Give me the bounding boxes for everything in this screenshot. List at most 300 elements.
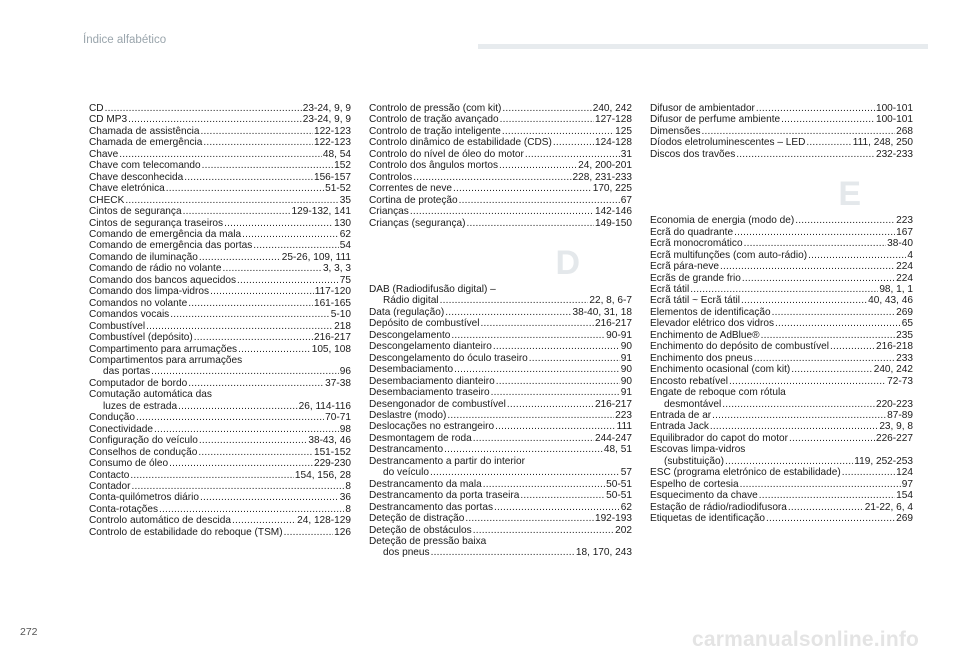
index-entry (369, 513, 632, 524)
index-pages: 3, 3, 3 (322, 263, 351, 275)
dot-leader (169, 458, 313, 469)
index-entry (89, 481, 351, 492)
index-term: Difusor de perfume ambiente (650, 114, 781, 126)
dot-leader (806, 137, 851, 148)
index-pages: 62 (339, 228, 351, 240)
index-entry (89, 183, 351, 194)
index-term: Espelho de cortesia (650, 478, 739, 490)
index-pages: 50-51 (606, 490, 632, 502)
index-entry (650, 126, 913, 137)
index-entry (650, 215, 913, 226)
index-entry (89, 309, 351, 320)
index-entry (89, 447, 351, 458)
index-term: Desmontagem de roda (369, 432, 472, 444)
index-pages: 38-43, 46 (308, 435, 351, 447)
index-pages: 223 (615, 409, 632, 421)
index-pages: 90 (620, 375, 632, 387)
index-entry (89, 515, 351, 526)
index-entry (650, 137, 913, 148)
dot-leader (459, 195, 620, 206)
index-entry (89, 424, 351, 435)
index-entry (369, 353, 632, 364)
index-entry (89, 401, 351, 412)
dot-leader (151, 366, 339, 377)
index-term: Comando de emergência da mala (89, 228, 242, 240)
index-term: Crianças (segurança) (369, 217, 466, 229)
dot-leader (754, 353, 895, 364)
index-term: Elementos de identificação (650, 306, 771, 318)
dot-leader (481, 318, 594, 329)
index-term: Estação de rádio/radiodifusora (650, 501, 787, 513)
index-pages: 23, 9, 8 (879, 421, 913, 433)
index-entry (369, 195, 632, 206)
index-entry (89, 103, 351, 114)
index-entry (369, 525, 632, 536)
index-term: Chave com telecomando (89, 160, 201, 172)
index-entry (369, 183, 632, 194)
dot-leader (194, 332, 313, 343)
index-term: Enchimento de AdBlue® (650, 329, 760, 341)
index-pages: 111 (616, 421, 632, 433)
index-entry (369, 364, 632, 375)
index-term: CD (89, 103, 104, 114)
index-term: Comando de iluminação (89, 251, 198, 263)
index-term: Discos dos travões (650, 148, 736, 160)
index-term: Economia de energia (modo de) (650, 215, 795, 227)
index-entry (650, 479, 913, 490)
index-pages: 111, 248, 250 (852, 137, 913, 149)
index-entry (650, 114, 913, 125)
dot-leader (200, 492, 339, 503)
index-entry (89, 412, 351, 423)
watermark: carmanualsonline.info (692, 628, 920, 651)
index-term: Deteção de distração (369, 513, 465, 525)
index-entry (369, 399, 632, 410)
index-pages: 67 (620, 194, 632, 206)
index-entry (369, 341, 632, 352)
dot-leader (232, 515, 296, 526)
index-term: Destrancamento da porta traseira (369, 490, 520, 502)
index-entry (369, 318, 632, 329)
section-gap (650, 160, 913, 175)
index-entry (650, 330, 913, 341)
dot-leader (136, 412, 324, 423)
index-entry (89, 137, 351, 148)
index-term: Cintos de segurança (89, 206, 182, 218)
page-header-title: Índice alfabético (83, 34, 167, 46)
index-term: Conta-quilómetros diário (89, 492, 199, 504)
index-entry (89, 252, 351, 263)
index-pages: 240, 242 (873, 364, 913, 376)
index-pages: 23-24, 9, 9 (302, 114, 351, 126)
dot-leader (431, 547, 575, 558)
index-pages: 220-223 (875, 398, 913, 410)
index-pages: 57 (620, 467, 632, 479)
index-pages: 62 (620, 501, 632, 513)
index-term: ESC (programa eletrónico de estabilidade) (650, 467, 841, 479)
index-term: Desembaciamento (369, 364, 454, 376)
index-pages: 229-230 (313, 458, 351, 470)
index-term: Deteção de obstáculos (369, 524, 472, 536)
index-entry (650, 502, 913, 513)
dot-leader (413, 172, 571, 183)
index-pages: 54 (339, 240, 351, 252)
index-term: luzes de estrada (103, 400, 178, 412)
index-pages: 75 (339, 274, 351, 286)
index-entry (89, 206, 351, 217)
index-pages: 48, 54 (322, 148, 351, 160)
section-gap (369, 229, 632, 244)
index-pages: 244-247 (594, 432, 632, 444)
index-entry (89, 298, 351, 309)
index-pages: 235 (896, 329, 913, 341)
dot-leader (830, 341, 875, 352)
dot-leader (242, 229, 339, 240)
index-entry (369, 206, 632, 217)
index-pages: 87-89 (887, 409, 913, 421)
index-entry (369, 479, 632, 490)
index-entry (650, 421, 913, 432)
dot-leader (761, 330, 896, 341)
index-term: Chave desconhecida (89, 171, 184, 183)
dot-leader (702, 126, 896, 137)
index-term: Controlo de tração avançado (369, 114, 499, 126)
dot-leader (465, 513, 594, 524)
index-pages: 22, 8, 6-7 (589, 295, 632, 307)
index-term: Ecrã tátil ~ Ecrã tátil (650, 295, 741, 307)
dot-leader (178, 401, 298, 412)
index-pages: 233 (896, 352, 913, 364)
dot-leader (473, 433, 594, 444)
index-pages: 38-40, 31, 18 (572, 306, 632, 318)
index-entry (89, 263, 351, 274)
index-entry (89, 344, 351, 355)
dot-leader (410, 206, 594, 217)
index-pages: 216-217 (313, 332, 351, 344)
index-pages: 18, 170, 243 (575, 547, 632, 559)
index-term: Díodos eletroluminescentes – LED (650, 137, 806, 149)
dot-leader (130, 470, 293, 481)
index-term: Conta-rotações (89, 503, 159, 515)
index-entry (650, 410, 913, 421)
index-term: Chave eletrónica (89, 183, 165, 195)
index-entry (369, 172, 632, 183)
index-entry (369, 376, 632, 387)
index-term: Ecrã pára-neve (650, 261, 720, 273)
index-entry-heading: Destrancamento a partir do interior (369, 455, 525, 467)
dot-leader (451, 330, 605, 341)
index-pages: 269 (896, 513, 913, 525)
index-entry (89, 286, 351, 297)
index-column-2 (369, 103, 632, 559)
index-pages: 37-38 (325, 377, 351, 389)
index-term: Controlo automático de descida (89, 515, 231, 527)
dot-leader (756, 103, 875, 114)
index-column-3 (650, 103, 913, 525)
index-pages: 156-157 (313, 171, 351, 183)
index-entry-heading: Deteção de pressão baixa (369, 535, 487, 547)
index-entry (369, 490, 632, 501)
index-pages: 223 (896, 215, 913, 227)
dot-leader (154, 424, 339, 435)
index-entry (369, 502, 632, 513)
index-entry (89, 114, 351, 125)
index-pages: 4 (907, 249, 913, 261)
index-term: Ecrãs de grande frio (650, 272, 741, 284)
dot-leader (529, 353, 620, 364)
index-term: Compartimento para arrumações (89, 343, 238, 355)
index-entry (650, 227, 913, 238)
index-pages: 119, 252-253 (854, 455, 913, 467)
index-term: Enchimento ocasional (com kit) (650, 364, 791, 376)
index-term: Chamada de emergência (89, 137, 203, 149)
index-term: Esquecimento da chave (650, 490, 758, 502)
index-entry (650, 318, 913, 329)
index-term: Controlo de tração inteligente (369, 125, 501, 137)
index-term: dos pneus (383, 547, 430, 559)
index-term: Controlos (369, 171, 413, 183)
index-term: Descongelamento dianteiro (369, 341, 492, 353)
index-entry (369, 307, 632, 318)
index-pages: 96 (339, 366, 351, 378)
index-entry (650, 467, 913, 478)
dot-leader (553, 137, 594, 148)
index-term: Condução (89, 412, 136, 424)
index-term: Desengonador de combustível (369, 398, 506, 410)
index-entry (369, 421, 632, 432)
index-term: Ecrã monocromático (650, 238, 743, 250)
index-term: Controlo do nível de óleo do motor (369, 148, 524, 160)
index-pages: 224 (896, 272, 913, 284)
index-term: Desembaciamento traseiro (369, 387, 490, 399)
index-entry (650, 433, 913, 444)
index-term: Entrada Jack (650, 421, 709, 433)
index-entry (650, 399, 913, 410)
index-term: Comandos no volante (89, 297, 188, 309)
index-entry (650, 250, 913, 261)
index-term: Conselhos de condução (89, 446, 198, 458)
index-term: Controlo de pressão (com kit) (369, 103, 502, 114)
index-entry (650, 490, 913, 501)
index-entry (650, 307, 913, 318)
dot-leader (203, 137, 313, 148)
index-entry (650, 376, 913, 387)
index-entry (89, 275, 351, 286)
dot-leader (491, 387, 620, 398)
index-entry (89, 195, 351, 206)
dot-leader (734, 227, 895, 238)
index-pages: 98, 1, 1 (879, 283, 913, 295)
index-pages: 38-40 (887, 238, 913, 250)
index-pages: 50-51 (606, 478, 632, 490)
index-pages: 91 (620, 387, 632, 399)
index-pages: 149-150 (594, 217, 632, 229)
index-entry (650, 273, 913, 284)
section-letter: D (555, 243, 580, 282)
index-pages: 40, 43, 46 (868, 295, 913, 307)
index-pages: 192-193 (594, 513, 632, 525)
dot-leader (132, 481, 345, 492)
index-entry (89, 218, 351, 229)
dot-leader (720, 261, 895, 272)
index-term: Controlo de estabilidade do reboque (TSM) (89, 526, 283, 538)
index-pages: 90-91 (606, 329, 632, 341)
index-pages: 35 (339, 194, 351, 206)
index-pages: 124 (896, 467, 913, 479)
dot-leader (842, 467, 895, 478)
index-term: Comandos vocais (89, 309, 170, 321)
index-entry (89, 149, 351, 160)
index-entry (89, 366, 351, 377)
dot-leader (729, 376, 886, 387)
index-term: Configuração do veículo (89, 435, 198, 447)
index-pages: 70-71 (325, 412, 351, 424)
index-pages: 90 (620, 364, 632, 376)
index-term: Comando dos bancos aquecidos (89, 274, 237, 286)
index-term: das portas (103, 366, 151, 378)
dot-leader (170, 309, 330, 320)
dot-leader (237, 275, 339, 286)
index-entry (369, 126, 632, 137)
index-entry (650, 513, 913, 524)
index-column-1 (89, 103, 351, 538)
index-pages: 90 (620, 341, 632, 353)
index-entry (369, 467, 632, 478)
dot-leader (199, 252, 281, 263)
index-entry (650, 103, 913, 114)
index-entry (650, 341, 913, 352)
index-term: Descongelamento do óculo traseiro (369, 352, 528, 364)
index-entry (369, 410, 632, 421)
index-pages: 226-227 (875, 432, 913, 444)
index-term: Comando de emergência das portas (89, 240, 253, 252)
index-entry (89, 504, 351, 515)
index-term: Equilibrador do capot do motor (650, 432, 789, 444)
index-term: CD MP3 (89, 114, 128, 126)
index-pages: 154, 156, 28 (294, 469, 351, 481)
index-entry (369, 547, 632, 558)
index-pages: 124-128 (594, 137, 632, 149)
index-pages: 100-101 (875, 103, 913, 114)
dot-leader (188, 298, 313, 309)
dot-leader (166, 183, 324, 194)
dot-leader (224, 218, 333, 229)
index-entry (650, 238, 913, 249)
index-entry (89, 126, 351, 137)
header-rule (478, 44, 928, 49)
dot-leader (188, 378, 324, 389)
index-pages: 8 (345, 480, 351, 492)
dot-leader (725, 456, 853, 467)
index-entry (650, 364, 913, 375)
index-term: Destrancamento da mala (369, 478, 482, 490)
index-term: Comando de rádio no volante (89, 263, 222, 275)
index-pages: 36 (339, 492, 351, 504)
index-pages: 232-233 (875, 148, 913, 160)
index-pages: 202 (615, 524, 632, 536)
index-pages: 216-217 (594, 318, 632, 330)
dot-leader (199, 435, 307, 446)
dot-leader (722, 399, 875, 410)
dot-leader (759, 490, 895, 501)
index-entry (89, 470, 351, 481)
dot-leader (741, 295, 867, 306)
index-term: Ecrã multifunções (com auto-rádio) (650, 249, 808, 261)
dot-leader (128, 114, 302, 125)
index-entry (369, 218, 632, 229)
dot-leader (284, 527, 334, 538)
dot-leader (125, 195, 338, 206)
index-term: Deslocações no estrangeiro (369, 421, 495, 433)
index-pages: 224 (896, 261, 913, 273)
index-entry (369, 149, 632, 160)
dot-leader (440, 295, 589, 306)
index-term: Controlo dos ângulos mortos (369, 160, 499, 172)
index-entry (650, 284, 913, 295)
dot-leader (483, 479, 605, 490)
index-pages: 25-26, 109, 111 (281, 251, 351, 263)
dot-leader (742, 273, 895, 284)
index-pages: 5-10 (330, 309, 351, 321)
index-entry (89, 332, 351, 343)
dot-leader (502, 126, 614, 137)
index-term: Rádio digital (383, 295, 439, 307)
index-pages: 129-132, 141 (291, 206, 351, 218)
index-entry (89, 378, 351, 389)
dot-leader (712, 410, 886, 421)
dot-leader (210, 286, 314, 297)
dot-leader (238, 344, 311, 355)
index-term: Deslastre (modo) (369, 409, 447, 421)
dot-leader (159, 504, 344, 515)
index-pages: 167 (896, 226, 913, 238)
index-term: Data (regulação) (369, 306, 445, 318)
index-pages: 31 (620, 148, 632, 160)
dot-leader (525, 149, 620, 160)
index-term: Consumo de óleo (89, 458, 169, 470)
index-entry (89, 458, 351, 469)
index-entry (369, 295, 632, 306)
index-pages: 72-73 (887, 375, 913, 387)
index-pages: 117-120 (314, 286, 351, 298)
dot-leader (710, 421, 878, 432)
index-entry (369, 137, 632, 148)
index-pages: 122-123 (313, 125, 351, 137)
index-term: Cortina de proteção (369, 194, 458, 206)
index-term: do veículo (383, 467, 430, 479)
dot-leader (502, 103, 591, 114)
index-pages: 130 (334, 217, 351, 229)
index-entry (89, 492, 351, 503)
section-letter: E (838, 175, 861, 214)
index-pages: 269 (896, 306, 913, 318)
index-entry-heading: Compartimentos para arrumações (89, 354, 243, 366)
index-term: Chave (89, 148, 119, 160)
index-term: Conectividade (89, 423, 153, 435)
index-entry (369, 330, 632, 341)
dot-leader (520, 490, 605, 501)
index-entry (369, 160, 632, 171)
dot-leader (496, 376, 620, 387)
index-term: Dimensões (650, 125, 701, 137)
index-entry (650, 261, 913, 272)
index-pages: 218 (334, 320, 351, 332)
index-term: Ecrã tátil (650, 283, 690, 295)
dot-leader (500, 114, 594, 125)
index-pages: 152 (334, 160, 351, 172)
index-term: desmontável (664, 398, 722, 410)
index-entry-heading: DAB (Radiodifusão digital) – (369, 283, 496, 295)
